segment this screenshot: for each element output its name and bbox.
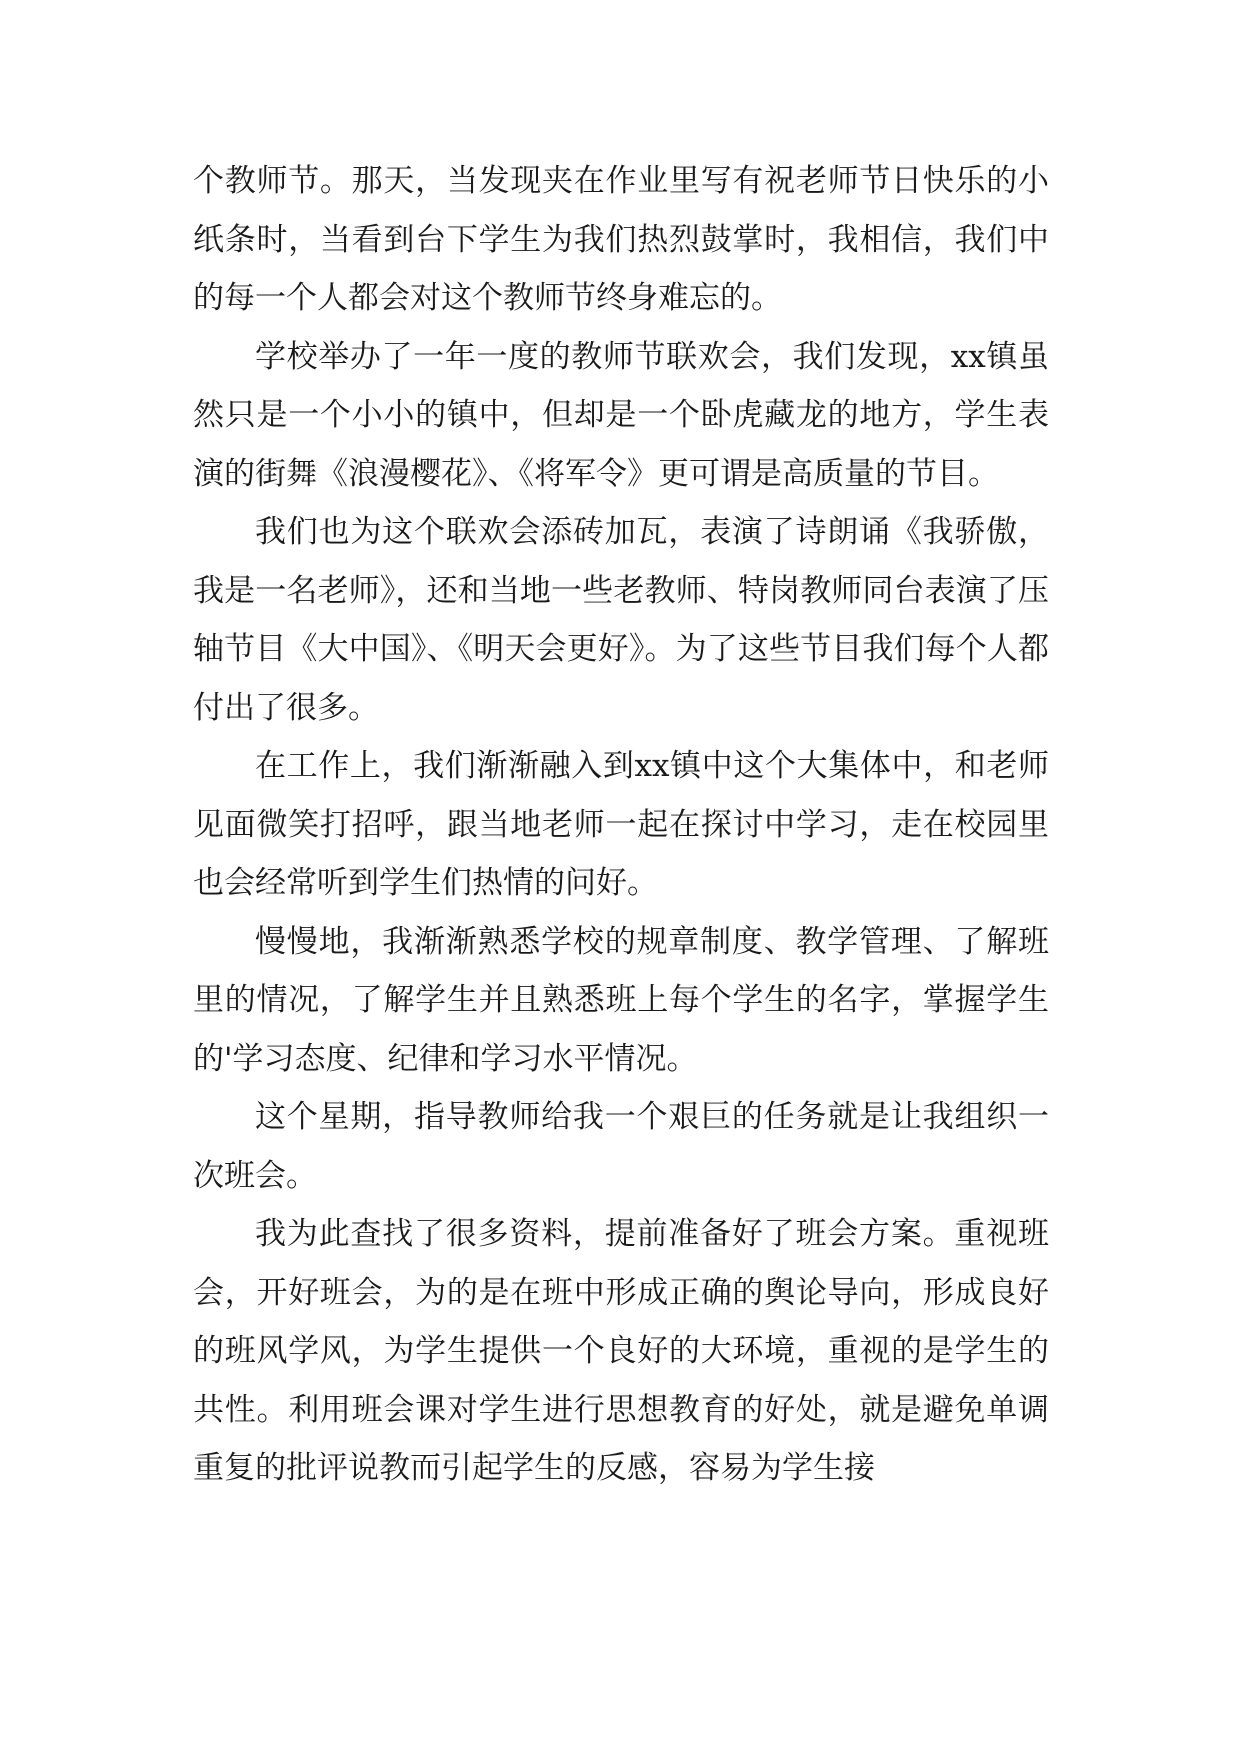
paragraph: 在工作上，我们渐渐融入到xx镇中这个大集体中，和老师见面微笑打招呼，跟当地老师一起在探讨中学习，走在校园里也会经常听到学生们热情的问好。 [193, 748, 1049, 901]
body-text [193, 152, 1049, 1498]
paragraph: 这个星期，指导教师给我一个艰巨的任务就是让我组织一次班会。 [193, 1099, 1049, 1194]
paragraph: 学校举办了一年一度的教师节联欢会，我们发现，xx镇虽然只是一个小小的镇中，但却是一个卧虎藏龙的地方，学生表演的街舞《浪漫樱花》、《将军令》更可谓是高质量的节目。 [193, 338, 1049, 492]
paragraph-continuation: 个教师节。那天，当发现夹在作业里写有祝老师节日快乐的小纸条时，当看到台下学生为我们热烈鼓掌时，我相信，我们中的每一个人都会对这个教师节终身难忘的。 [193, 163, 1049, 316]
paragraph: 我为此查找了很多资料，提前准备好了班会方案。重视班会，开好班会，为的是在班中形成正确的舆论导向，形成良好的班风学风，为学生提供一个良好的大环境，重视的是学生的共性。利用班会课对学生进行思想教育的好处，就是避免单调重复的批评说教而引起学生的反感，容易为学生接 [193, 1216, 1049, 1486]
paragraph: 我们也为这个联欢会添砖加瓦，表演了诗朗诵《我骄傲，我是一名老师》，还和当地一些老教师、特岗教师同台表演了压轴节目《大中国》、《明天会更好》。为了这些节目我们每个人都付出了很多。 [193, 514, 1049, 726]
paragraph: 慢慢地，我渐渐熟悉学校的规章制度、教学管理、了解班里的情况，了解学生并且熟悉班上每个学生的名字，掌握学生的'学习态度、纪律和学习水平情况。 [193, 923, 1049, 1077]
